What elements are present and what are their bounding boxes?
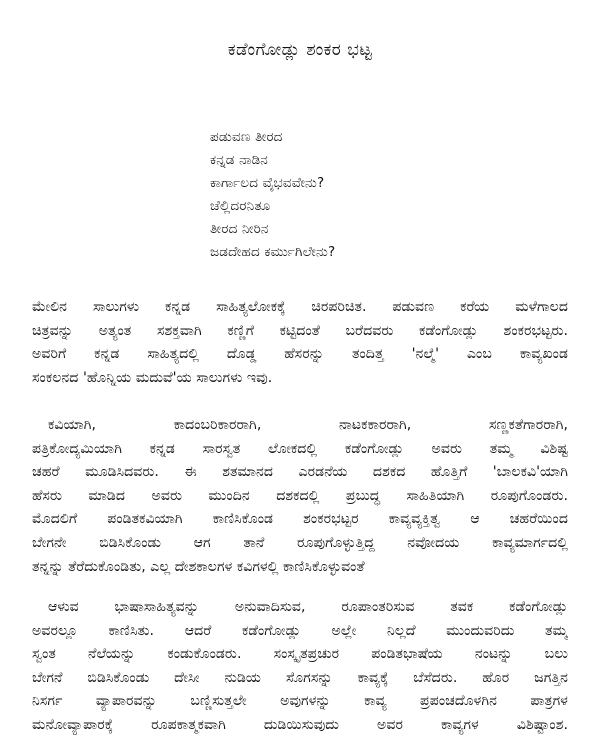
poem-line: ಜಡದೇಹದ ಕರ್ಮುಗಿಲೇನು? (210, 244, 336, 260)
text-line: ಅವರಲ್ಲೂ ಕಾಣಿಸಿತು. ಆದರೆ ಕಡೆಂಗೋಡ್ಲು ಅಲ್ಲೇ ನಿಲ್ಲದೆ ಮುಂದುವರಿದು ತಮ್ಮ (32, 622, 568, 639)
poem-line: ಕಾರ್ಗಾಲದ ವೈಭವವೇನು? (210, 175, 325, 191)
text-line: ಮೇಲಿನ ಸಾಲುಗಳು ಕನ್ನಡ ಸಾಹಿತ್ಯಲೋಕಕ್ಕೆ ಚಿರಪರಿಚಿತ. ಪಡುವಣ ಕರೆಯ ಮಳೆಗಾಲದ (32, 299, 568, 315)
text-line: ಅವರಿಗೆ ಕನ್ನಡ ಸಾಹಿತ್ಯದಲ್ಲಿ ದೊಡ್ಡ ಹೆಸರನ್ನು ತಂದಿತ್ತ 'ನಲ್ಮೆ' ಎಂಬ ಕಾವ್ಯಖಂಡ (32, 346, 568, 363)
text-line: ಹೆಸರು ಮಾಡಿದ ಅವರು ಮುಂದಿನ ದಶಕದಲ್ಲಿ ಪ್ರಬುದ್ಧ ಸಾಹಿತಿಯಾಗಿ ರೂಪುಗೊಂಡರು. (32, 487, 568, 504)
text-line: ಚಹರೆ ಮೂಡಿಸಿದವರು. ಈ ಶತಮಾನದ ಎರಡನೆಯ ದಶಕದ ಹೊತ್ತಿಗೆ 'ಬಾಲಕವಿ'ಯಾಗಿ (32, 464, 568, 481)
text-line: ಬೇಗನೇ ಬಿಡಿಸಿಕೊಂಡು ಆಗ ತಾನೆ ರೂಪುಗೊಳ್ಳುತ್ತಿದ್ದ ನವೋದಯ ಕಾವ್ಯಮಾರ್ಗದಲ್ಲಿ (32, 534, 568, 551)
text-line: ಕವಿಯಾಗಿ, ಕಾದಂಬರಿಕಾರರಾಗಿ, ನಾಟಕಕಾರರಾಗಿ, ಸಣ್ಣಕತೆಗಾರರಾಗಿ, (48, 417, 568, 433)
text-line: ಬೇಗನೆ ಬಿಡಿಸಿಕೊಂಡು ದೇಸೀ ನುಡಿಯ ಸೊಗಸನ್ನು ಕಾವ್ಯಕ್ಕೆ ಬೆಸೆದರು. ಹೊರ ಜಗತ್ತಿನ (32, 669, 568, 686)
text-line: ಸಂಕಲನದ 'ಹೊನ್ನಿಯ ಮದುವೆ'ಯ ಸಾಲುಗಳು ಇವು. (32, 369, 273, 386)
text-line: ಆಳುವ ಭಾಷಾಸಾಹಿತ್ಯವನ್ನು ಅನುವಾದಿಸುವ, ರೂಪಾಂತರಿಸುವ ತವಕ ಕಡೆಂಗೋಡ್ಲು (48, 599, 568, 615)
text-line: ಮನೋವ್ಯಾಪಾರಕ್ಕೆ ರೂಪಕಾತ್ಮಕವಾಗಿ ದುಡಿಯಿಸುವುದು ಅವರ ಕಾವ್ಯಗಳ ವಿಶಿಷ್ಟಾಂಶ. (32, 716, 568, 733)
poem-line: ಪಡುವಣ ತೀರದ (210, 129, 283, 145)
text-line: ಸ್ವಂತ ನೆಲೆಯನ್ನು ಕಂಡುಕೊಂಡರು. ಸಂಸ್ಕೃತಪ್ರಚುರ ಪಂಡಿತಭಾಷೆಯ ನಂಟನ್ನು ಬಲು (32, 646, 568, 663)
paragraph-3 (32, 596, 568, 738)
paragraph-2 (32, 414, 568, 579)
text-line: ಚಿತ್ರವನ್ನು ಅತ್ಯಂತ ಸಶಕ್ತವಾಗಿ ಕಣ್ಣಿಗೆ ಕಟ್ಟಿದಂತೆ ಬರೆದವರು ಕಡೆಂಗೋಡ್ಲು ಶಂಕರಭಟ್ಟರು. (32, 322, 568, 339)
text-line: ನಿಸರ್ಗ ವ್ಯಾಪಾರವನ್ನು ಬಣ್ಣಿಸುತ್ತಲೇ ಅವುಗಳನ್ನು ಕಾವ್ಯ ಪ್ರಪಂಚದೊಳಗಿನ ಪಾತ್ರಗಳ (32, 693, 568, 710)
paragraph-1 (32, 296, 568, 390)
poem-line: ತೀರದ ನೀರಿನ (210, 221, 269, 237)
text-line: ಪತ್ರಿಕೋದ್ಯಮಿಯಾಗಿ ಕನ್ನಡ ಸಾರಸ್ವತ ಲೋಕದಲ್ಲಿ ಕಡೆಂಗೋಡ್ಲು ಅವರು ತಮ್ಮ ವಿಶಿಷ್ಟ (32, 440, 568, 457)
page-title: ಕಡೆಂಗೋಡ್ಲು ಶಂಕರ ಭಟ್ಟ (227, 40, 373, 60)
text-line: ಮೊದಲಿಗೆ ಪಂಡಿತಕವಿಯಾಗಿ ಕಾಣಿಸಿಕೊಂಡ ಶಂಕರಭಟ್ಟರ ಕಾವ್ಯವ್ಯಕ್ತಿತ್ವ ಆ ಚಹರೆಯಿಂದ (32, 511, 568, 528)
poem-line: ಕನ್ನಡ ನಾಡಿನ (210, 152, 268, 168)
text-line: ತನ್ನನ್ನು ತೆರೆದುಕೊಂಡಿತು, ಎಲ್ಲ ದೇಶಕಾಲಗಳ ಕವಿಗಳಲ್ಲಿ ಕಾಣಿಸಿಕೊಳ್ಳುವಂತೆ (32, 558, 365, 575)
poem-block (210, 126, 335, 264)
poem-line: ಚೆಲ್ಲಿದರನಿತೂ (210, 198, 271, 214)
